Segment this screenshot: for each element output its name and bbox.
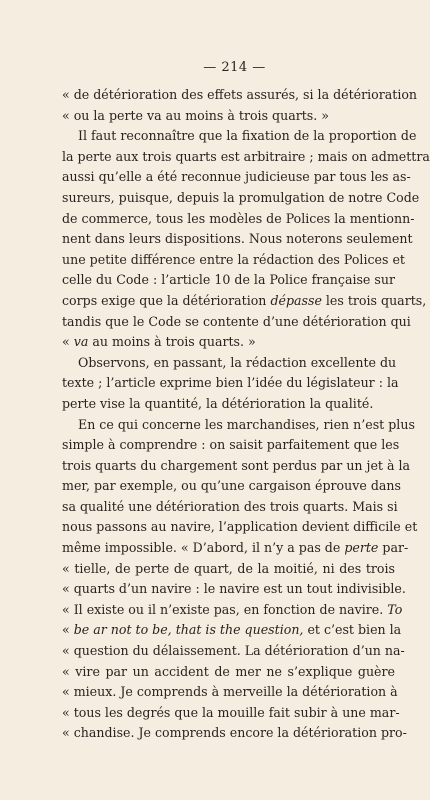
italic-text: dépasse (270, 292, 322, 308)
text-line (62, 620, 402, 641)
text-line (62, 147, 430, 168)
text-segment: « question du délaissement. La détérioration d’un na- (62, 643, 405, 659)
text-line (62, 167, 411, 188)
text-line (62, 538, 409, 559)
text-line (62, 126, 417, 147)
text-segment: « (62, 622, 74, 638)
text-segment: « vire par un accident de mer ne s’explique guère (62, 663, 395, 679)
italic-text: To (387, 601, 403, 617)
text-segment: nous passons au navire, l’application devient difficile et (62, 519, 418, 535)
text-line (62, 723, 407, 744)
body-text (62, 85, 430, 744)
text-line (62, 312, 411, 333)
text-segment: par- (378, 540, 409, 556)
text-segment: simple à comprendre : on saisit parfaitement que les (62, 437, 400, 453)
text-segment: « de détérioration des effets assurés, si la détérioration (62, 87, 418, 102)
text-line (62, 394, 395, 415)
text-segment: aussi qu’elle a été reconnue judicieuse par tous les as- (62, 169, 411, 185)
text-line (62, 579, 406, 600)
text-line (62, 456, 411, 477)
text-line (62, 662, 395, 683)
text-segment: même impossible. « D’abord, il n’y a pas de (62, 540, 345, 556)
text-segment: perte vise la quantité, la détérioration la qualité. (62, 395, 374, 411)
text-segment: corps exige que la détérioration (62, 292, 271, 308)
text-segment: une petite différence entre la rédaction des Polices et (62, 251, 405, 267)
text-segment: « tous les degrés que la mouille fait subir à une mar- (62, 704, 400, 720)
page-number: — 214 — (203, 60, 266, 75)
text-segment: la perte aux trois quarts est arbitraire ; mais on admettra (62, 148, 430, 164)
text-line (62, 415, 415, 436)
text-segment: « chandise. Je comprends encore la détérioration pro- (62, 725, 407, 741)
text-line (62, 476, 401, 497)
text-line (62, 250, 405, 271)
text-line (62, 641, 405, 662)
text-segment: « tielle, de perte de quart, de la moitié, ni des trois (62, 560, 395, 576)
text-line (62, 517, 418, 538)
text-segment: En ce qui concerne les marchandises, rien n’est plus (78, 416, 415, 432)
text-segment: Observons, en passant, la rédaction excellente du (78, 354, 397, 370)
text-segment: celle du Code : l’article 10 de la Police française sur (62, 272, 395, 288)
text-segment: de commerce, tous les modèles de Polices la mentionn- (62, 210, 415, 226)
text-segment: les trois quarts, (321, 292, 427, 308)
text-segment: « (62, 334, 74, 350)
text-segment: « mieux. Je comprends à merveille la détérioration à (62, 684, 398, 700)
text-line (62, 188, 420, 209)
text-line (62, 559, 395, 580)
text-line (62, 353, 395, 374)
text-segment: trois quarts du chargement sont perdus par un jet à la (62, 457, 411, 473)
italic-text: perte (344, 540, 379, 556)
text-line (62, 291, 427, 312)
text-line (62, 106, 395, 127)
text-line (62, 270, 395, 291)
text-segment: texte ; l’article exprime bien l’idée du législateur : la (62, 375, 399, 391)
text-line (62, 332, 395, 353)
text-segment: sa qualité une détérioration des trois quarts. Mais si (62, 498, 398, 514)
text-segment: « quarts d’un navire : le navire est un tout indivisible. (62, 581, 406, 597)
text-segment: Il faut reconnaître que la fixation de la proportion de (78, 128, 417, 144)
text-line (62, 229, 413, 250)
text-segment: « Il existe ou il n’existe pas, en fonction de navire. (62, 601, 388, 617)
text-line (62, 435, 400, 456)
italic-text: va (73, 334, 89, 350)
text-line (62, 682, 398, 703)
text-segment: mer, par exemple, ou qu’une cargaison éprouve dans (62, 478, 401, 494)
text-segment: nent dans leurs dispositions. Nous noterons seulement (62, 231, 413, 247)
text-segment: et c’est bien la (303, 622, 402, 638)
italic-text: be ar not to be, that is the question, (73, 622, 304, 638)
text-line (62, 209, 415, 230)
text-line (62, 497, 398, 518)
text-line (62, 600, 403, 621)
text-segment: tandis que le Code se contente d’une détérioration qui (62, 313, 411, 329)
text-segment: sureurs, puisque, depuis la promulgation de notre Code (62, 189, 420, 205)
text-line (62, 703, 400, 724)
text-segment: au moins à trois quarts. » (88, 334, 256, 350)
text-segment: « ou la perte va au moins à trois quarts. » (62, 107, 329, 123)
text-line (62, 85, 418, 106)
text-line (62, 373, 399, 394)
